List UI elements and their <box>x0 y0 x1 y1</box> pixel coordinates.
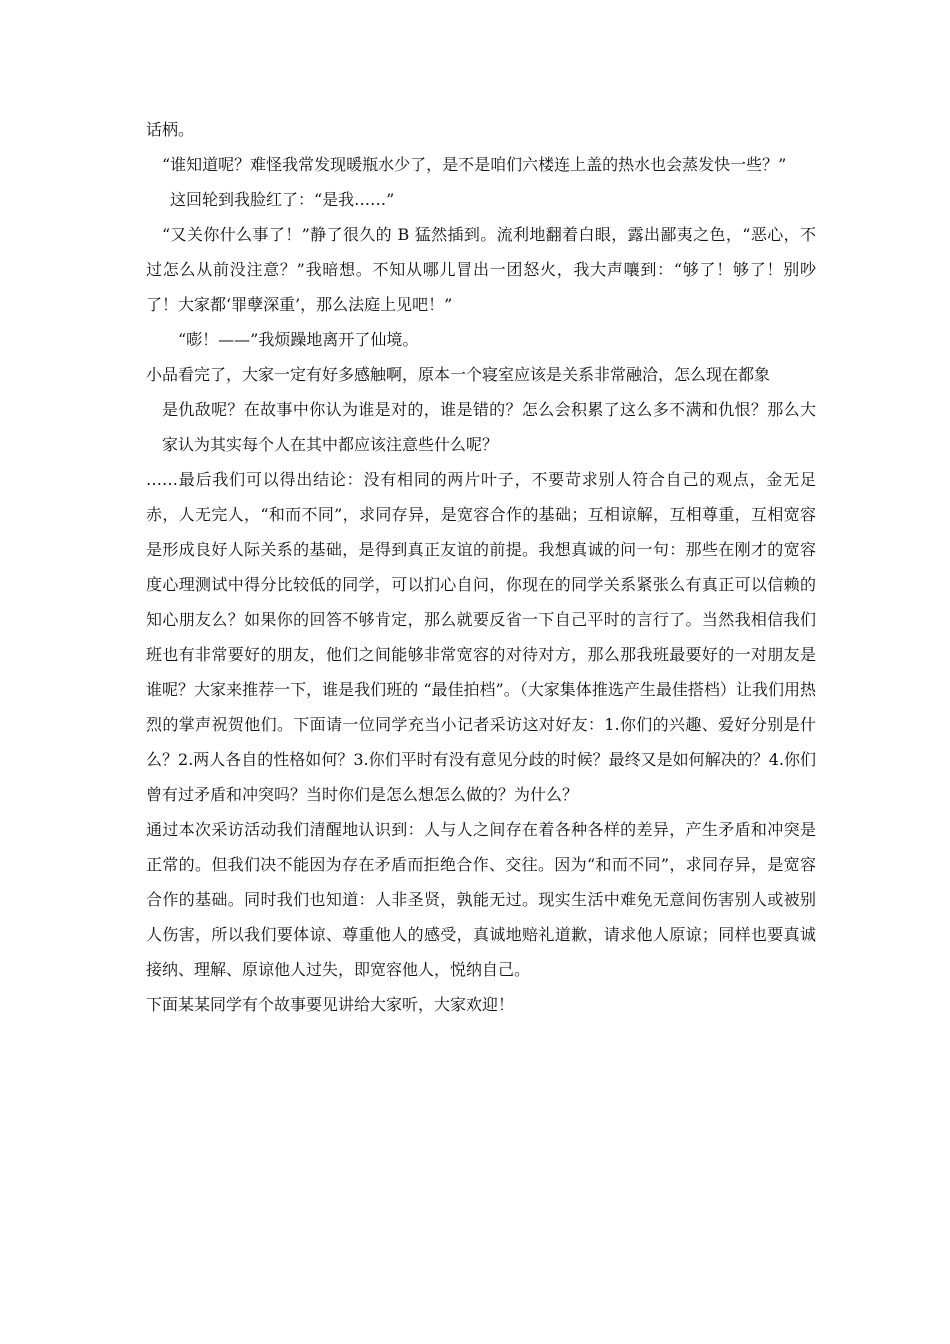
paragraph-argument: “又关你什么事了！”静了很久的 B 猛然插到。流利地翻着白眼，露出鄙夷之色，“恶心，不过怎么从前没注意？”我暗想。不知从哪儿冒出一团怒火，我大声嚷到：“够了！够了！别吵了！大家都‘罪孽深重’，那么法庭上见吧！” <box>146 225 816 314</box>
paragraph-conclusion: ……最后我们可以得出结论：没有相同的两片叶子，不要苛求别人符合自己的观点，金无足赤，人无完人，“和而不同”，求同存异，是宽容合作的基础；互相谅解，互相尊重，互相宽容是形成良好人际关系的基础，是得到真正友谊的前提。我想真诚的问一句：那些在刚才的宽容度心理测试中得分比较低的同学，可以扪心自问，你现在的同学关系紧张么有真正可以信赖的知心朋友么？如果你的回答不够肯定，那么就要反省一下自己平时的言行了。当然我相信我们班也有非常要好的朋友，他们之间能够非常宽容的对待对方，那么那我班最要好的一对朋友是谁呢？大家来推荐一下，谁是我们班的 “最佳拍档”。（大家集体推选产生最佳搭档）让我们用热烈的掌声祝贺他们。下面请一位同学充当小记者采访这对好友：1.你们的兴趣、爱好分别是什么？2.两人各自的性格如何？3.你们平时有没有意见分歧的时候？最终又是如何解决的？4.你们曾有过矛盾和冲突吗？当时你们是怎么想怎么做的？为什么？ <box>146 470 816 804</box>
document-body <box>146 112 816 1022</box>
paragraph-dialogue-thermos: “谁知道呢？难怪我常发现暖瓶水少了，是不是咱们六楼连上盖的热水也会蒸发快一些？” <box>162 155 787 174</box>
paragraph-next-story: 下面某某同学有个故事要见讲给大家听，大家欢迎！ <box>146 995 515 1014</box>
paragraph-questions: 是仇敌呢？在故事中你认为谁是对的，谁是错的？怎么会积累了这么多不满和仇恨？那么大家认为其实每个人在其中都应该注意些什么呢？ <box>162 400 816 454</box>
paragraph-leave: “嘭！——”我烦躁地离开了仙境。 <box>178 330 419 349</box>
paragraph-interview-summary: 通过本次采访活动我们清醒地认识到：人与人之间存在着各种各样的差异，产生矛盾和冲突是正常的。但我们决不能因为存在矛盾而拒绝合作、交往。因为“和而不同”，求同存异，是宽容合作的基础。同时我们也知道：人非圣贤，孰能无过。现实生活中难免无意间伤害别人或被别人伤害，所以我们要体谅、尊重他人的感受，真诚地赔礼道歉，请求他人原谅；同样也要真诚接纳、理解、原谅他人过失，即宽容他人，悦纳自己。 <box>146 820 816 979</box>
paragraph-skit-reflection: 小品看完了，大家一定有好多感触啊，原本一个寝室应该是关系非常融洽，怎么现在都象 <box>146 365 771 384</box>
paragraph-continuation: 话柄。 <box>146 120 195 139</box>
paragraph-blush: 这回轮到我脸红了：“是我……” <box>170 190 395 209</box>
